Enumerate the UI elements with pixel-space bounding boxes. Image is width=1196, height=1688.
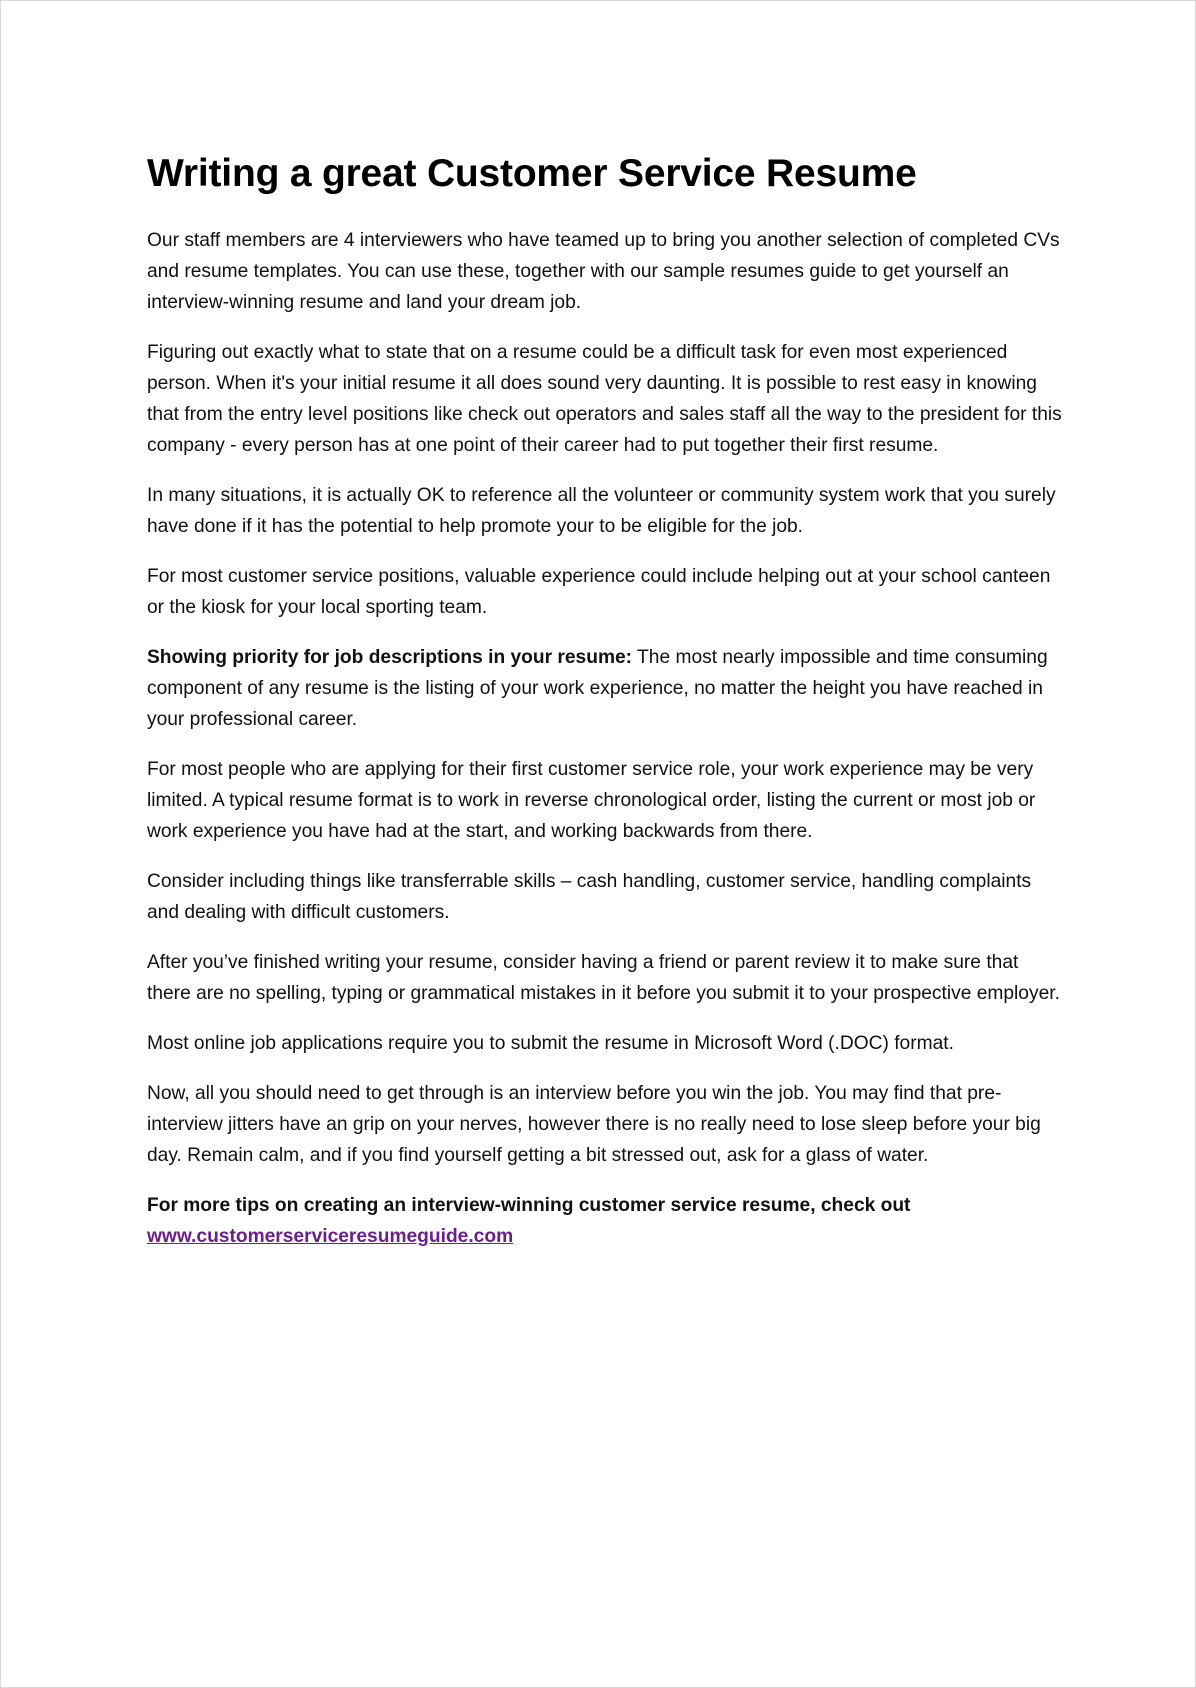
paragraph-intro: Our staff members are 4 interviewers who have teamed up to bring you another selection of completed CVs and resume templates. You can use these, together with our sample resumes guide to get yourself an interview-winning resume and land your dream job. bbox=[147, 230, 1060, 313]
paragraph-job-descriptions bbox=[147, 642, 1067, 735]
closing-text: For more tips on creating an interview-winning customer service resume, check out bbox=[147, 1195, 911, 1216]
priority-text: The most nearly impossible and time consuming component of any resume is the listing of your work experience, no matter the height you have reached in your professional career. bbox=[147, 647, 1048, 730]
paragraph-valuable-experience: For most customer service positions, valuable experience could include helping out at your school canteen or the kiosk for your local sporting team. bbox=[147, 566, 1051, 618]
paragraph-first-resume: Figuring out exactly what to state that on a resume could be a difficult task for even most experienced person. When it's your initial resume it all does sound very daunting. It is possible to rest easy in knowing that from the entry level positions like check out operators and sales staff all the way to the president for this company - every person has at one point of their career had to put together their first resume. bbox=[147, 342, 1062, 456]
priority-heading: Showing priority for job descriptions in your resume: bbox=[147, 647, 633, 668]
paragraph-transferrable-skills: Consider including things like transferrable skills – cash handling, customer service, handling complaints and dealing with difficult customers. bbox=[147, 871, 1032, 923]
paragraph-review-resume: After you’ve finished writing your resume, consider having a friend or parent review it to make sure that there are no spelling, typing or grammatical mistakes in it before you submit it to your prospective employer. bbox=[147, 952, 1060, 1004]
paragraph-volunteer-work: In many situations, it is actually OK to reference all the volunteer or community system work that you surely have done if it has the potential to help promote your to be eligible for the job. bbox=[147, 485, 1056, 537]
paragraph-file-format: Most online job applications require you to submit the resume in Microsoft Word (.DOC) format. bbox=[147, 1033, 954, 1054]
document-content bbox=[147, 147, 1067, 1271]
paragraph-closing bbox=[147, 1190, 1067, 1252]
paragraph-work-experience: For most people who are applying for their first customer service role, your work experience may be very limited. A typical resume format is to work in reverse chronological order, listing the current or most job or work experience you have had at the start, and working backwards from there. bbox=[147, 759, 1036, 842]
paragraph-interview-nerves: Now, all you should need to get through is an interview before you win the job. You may find that pre-interview jitters have an grip on your nerves, however there is no really need to lose sleep before your big day. Remain calm, and if you find yourself getting a bit stressed out, ask for a glass of water. bbox=[147, 1083, 1041, 1166]
document-title: Writing a great Customer Service Resume bbox=[147, 152, 917, 195]
guide-website-link[interactable]: www.customerserviceresumeguide.com bbox=[147, 1226, 514, 1247]
